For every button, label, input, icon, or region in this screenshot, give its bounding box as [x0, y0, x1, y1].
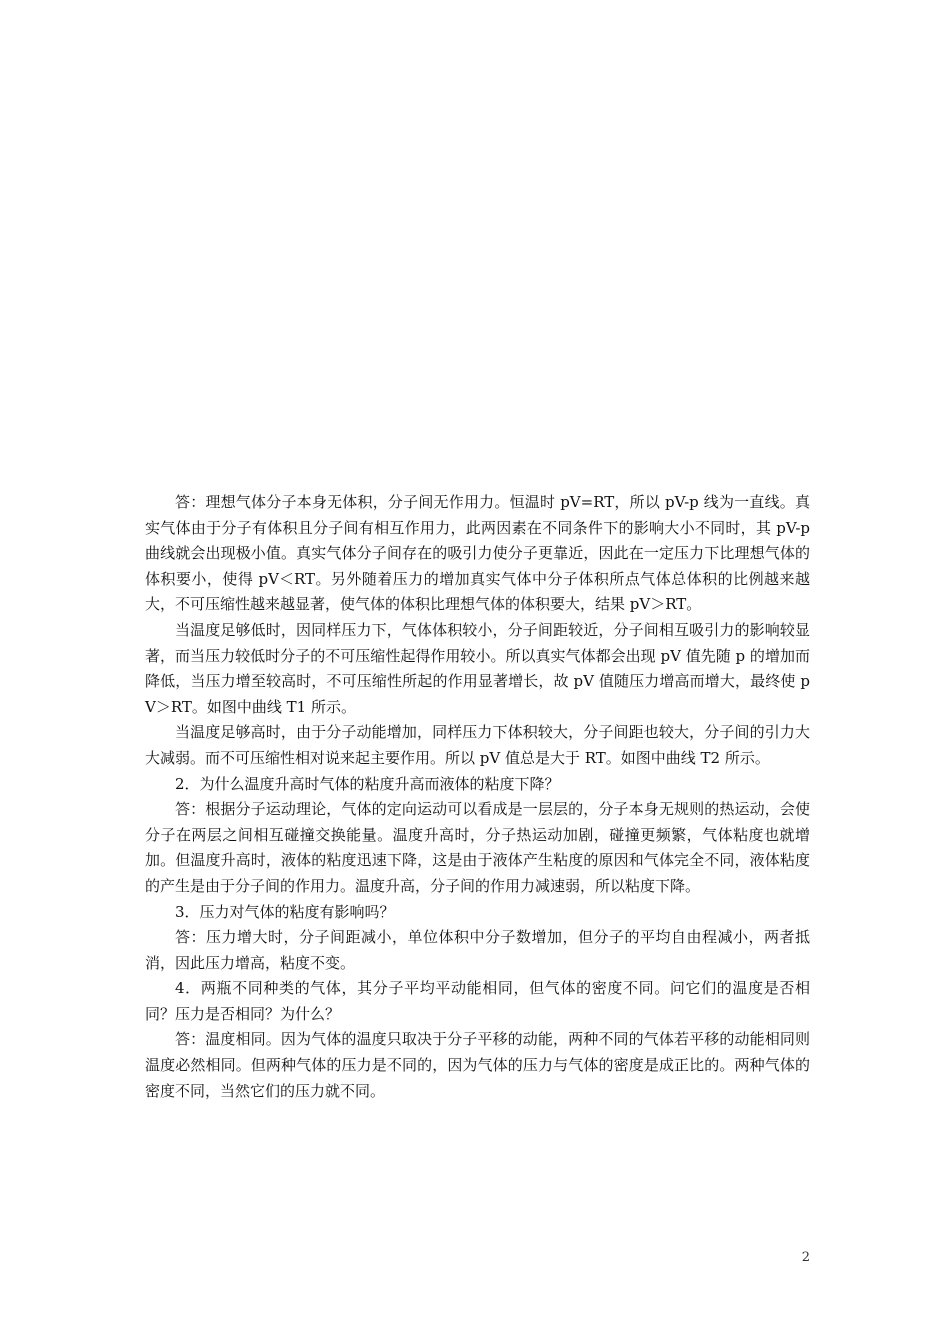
paragraph-answer-4: 答：温度相同。因为气体的温度只取决于分子平移的动能，两种不同的气体若平移的动能相同则温度必然相同。但两种气体的压力是不同的，因为气体的压力与气体的密度是成正比的。两种气体的密度不同，当然它们的压力就不同。 [145, 1030, 810, 1100]
question-3: 3．压力对气体的粘度有影响吗？ [175, 902, 395, 921]
paragraph-low-temperature: 当温度足够低时，因同样压力下，气体体积较小，分子间距较近，分子间相互吸引力的影响较显著，而当压力较低时分子的不可压缩性起得作用较小。所以真实气体都会出现 pV 值先随 p 的增加而降低，当压力增至较高时，不可压缩性所起的作用显著增长，故 pV 值随压力增高而增大，最终使 pV＞RT。如图中曲线 T1 所示。 [145, 620, 810, 716]
page-number: 2 [801, 1250, 810, 1265]
paragraph-answer-3: 答：压力增大时，分子间距减小，单位体积中分子数增加，但分子的平均自由程减小，两者抵消，因此压力增高，粘度不变。 [145, 928, 810, 972]
document-body [145, 490, 810, 1104]
paragraph-answer-2: 答：根据分子运动理论，气体的定向运动可以看成是一层层的，分子本身无规则的热运动，会使分子在两层之间相互碰撞交换能量。温度升高时，分子热运动加剧，碰撞更频繁，气体粘度也就增加。但温度升高时，液体的粘度迅速下降，这是由于液体产生粘度的原因和气体完全不同，液体粘度的产生是由于分子间的作用力。温度升高，分子间的作用力减速弱，所以粘度下降。 [145, 800, 810, 895]
question-4: 4．两瓶不同种类的气体，其分子平均平动能相同，但气体的密度不同。问它们的温度是否相同？压力是否相同？为什么？ [145, 979, 810, 1023]
question-2: 2．为什么温度升高时气体的粘度升高而液体的粘度下降？ [175, 774, 560, 793]
paragraph-high-temperature: 当温度足够高时，由于分子动能增加，同样压力下体积较大，分子间距也较大，分子间的引力大大减弱。而不可压缩性相对说来起主要作用。所以 pV 值总是大于 RT。如图中曲线 T2 所示。 [145, 723, 810, 767]
paragraph-answer-1: 答：理想气体分子本身无体积，分子间无作用力。恒温时 pV=RT，所以 pV-p 线为一直线。真实气体由于分子有体积且分子间有相互作用力，此两因素在不同条件下的影响大小不同时，其 pV-p 曲线就会出现极小值。真实气体分子间存在的吸引力使分子更靠近，因此在一定压力下比理想气体的体积要小，使得 pV＜RT。另外随着压力的增加真实气体中分子体积所点气体总体积的比例越来越大，不可压缩性越来越显著，使气体的体积比理想气体的体积要大，结果 pV＞RT。 [145, 493, 810, 614]
